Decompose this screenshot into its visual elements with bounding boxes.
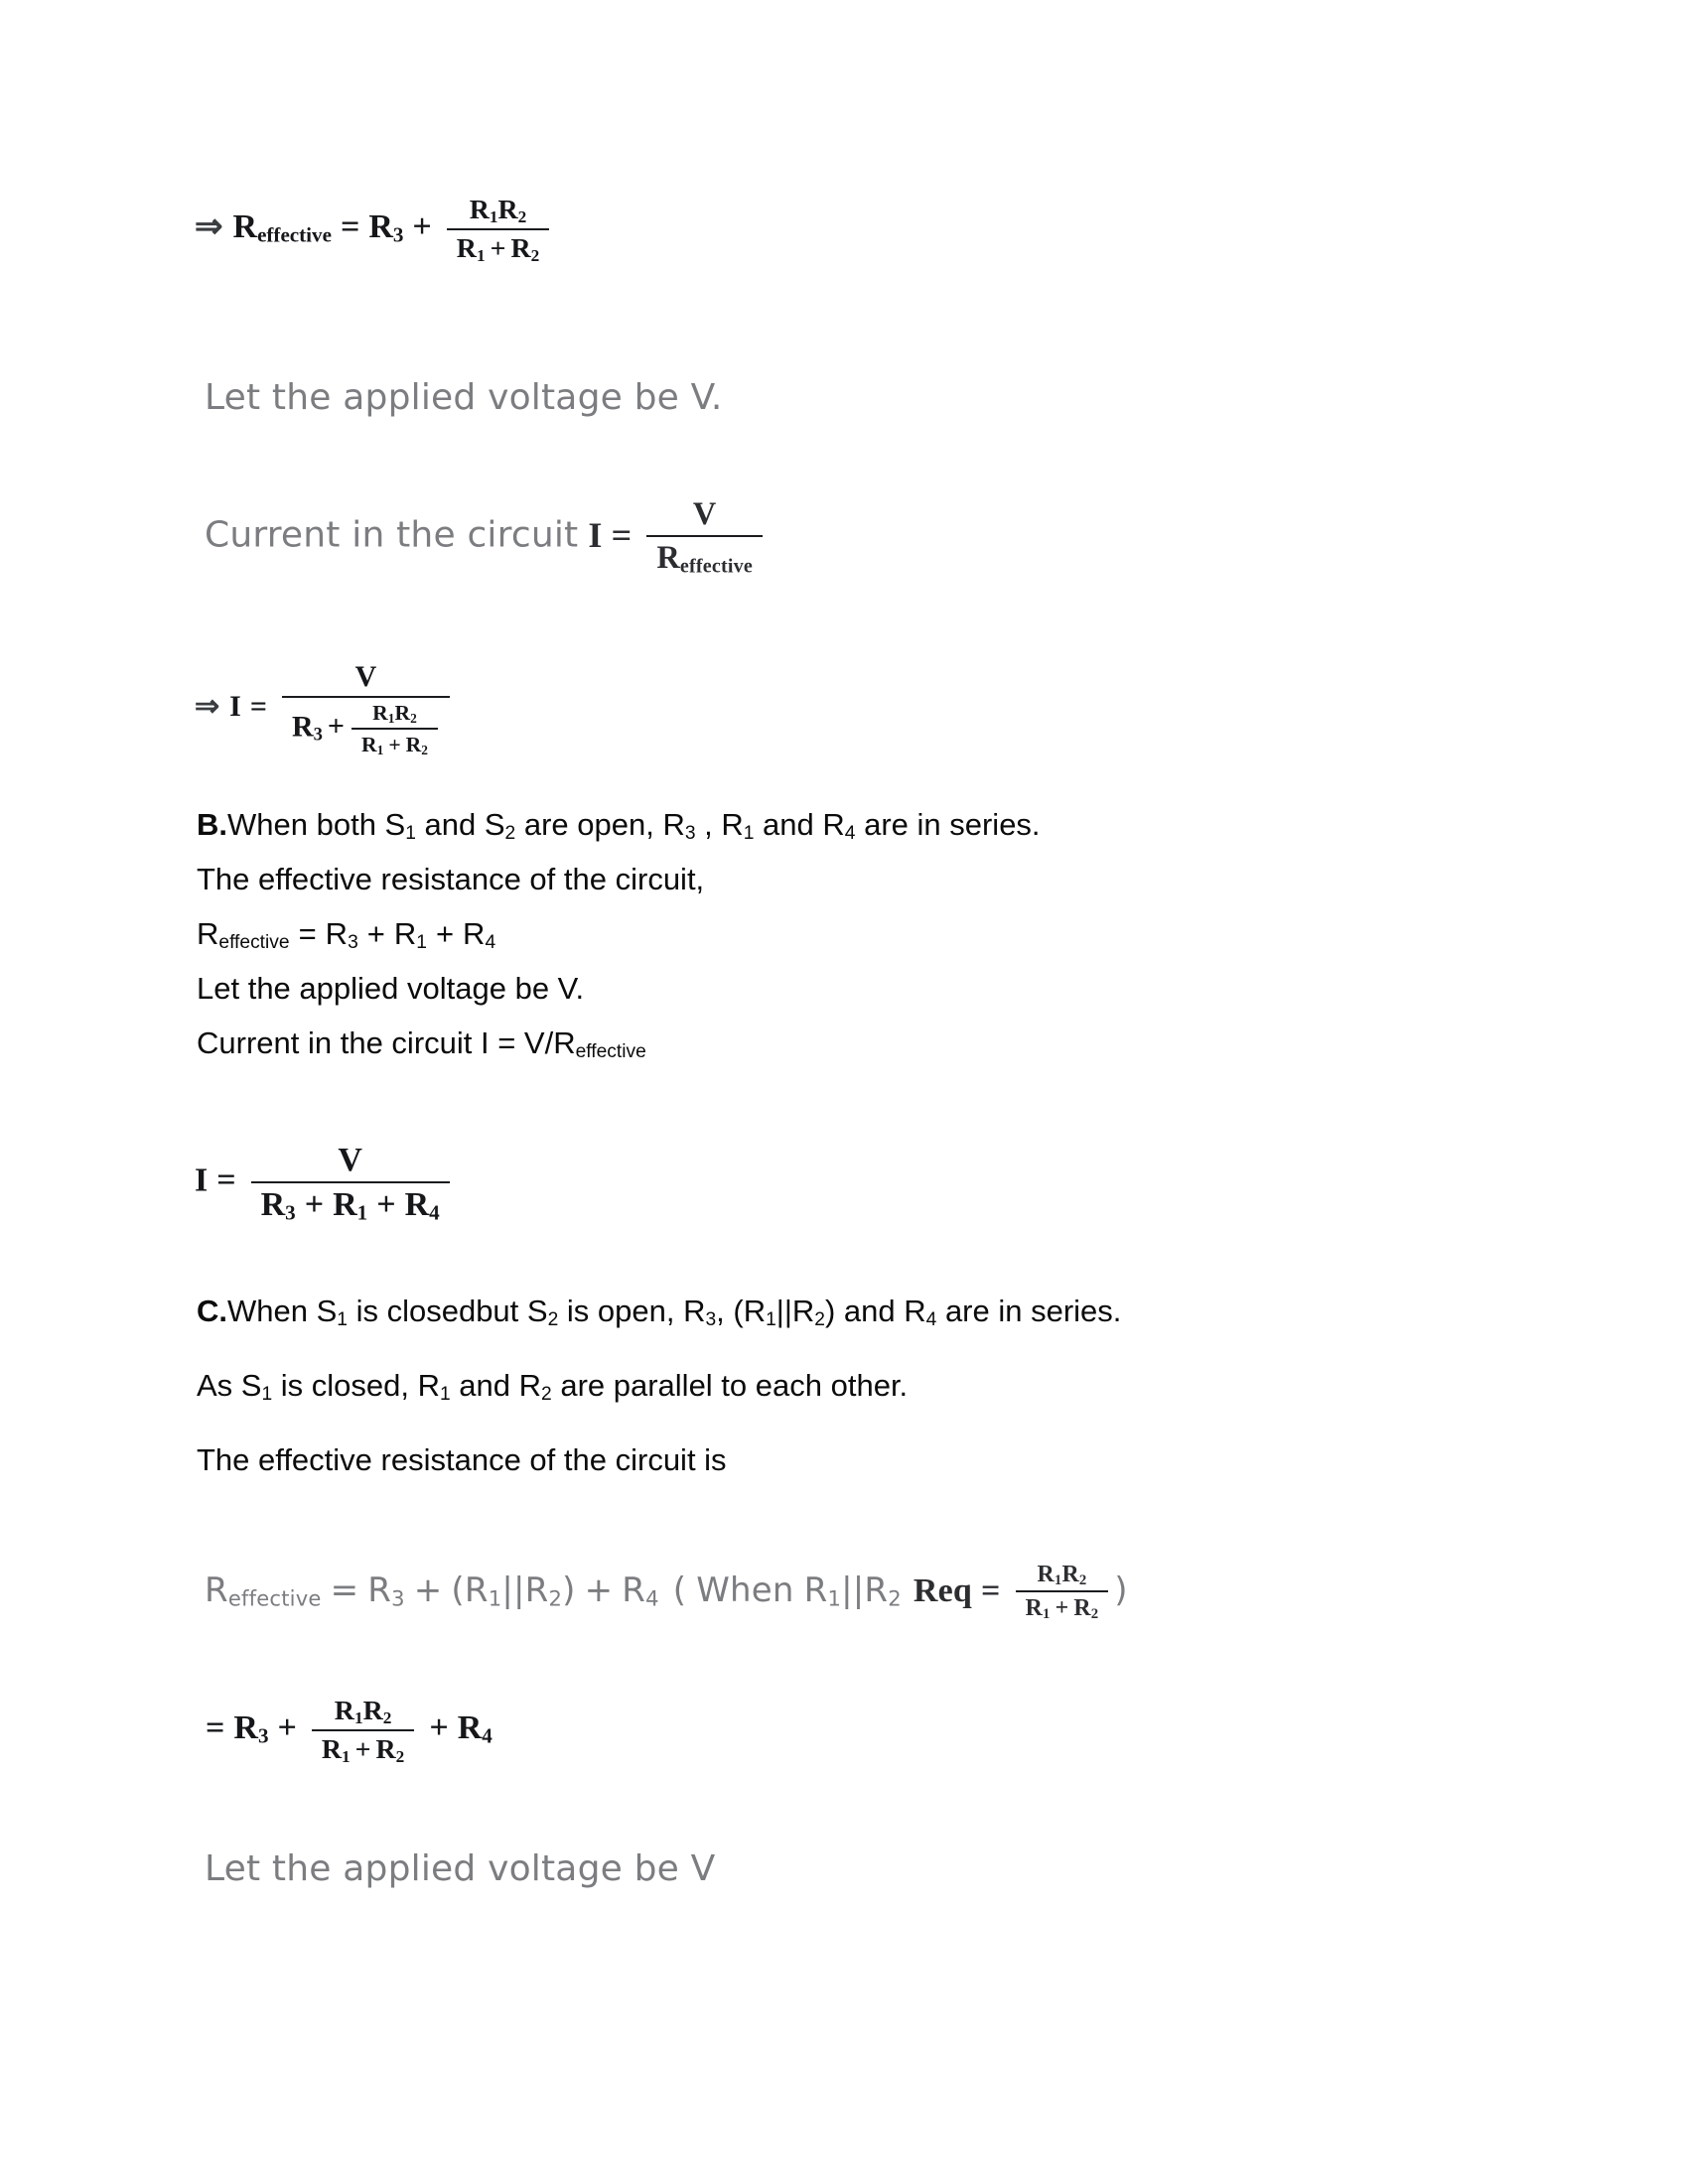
fraction-denominator: $R_{effective}$ [646, 535, 763, 577]
note-open-paren: ( [672, 1570, 687, 1610]
section-c-marker: C. [197, 1294, 227, 1328]
note-close-paren: ) [1114, 1570, 1128, 1610]
parallel-group: $(R_1||R_2)$ [451, 1570, 576, 1611]
fraction-v-over-series-sum [251, 1142, 450, 1224]
effective-subscript: effective [575, 1041, 646, 1063]
current-symbol-i: I [588, 514, 603, 555]
term-r4: $R_4$ [457, 1709, 492, 1748]
reffective-lhs: $R_{effective}$ [205, 1570, 322, 1611]
implies-arrow-icon: ⇒ [195, 689, 220, 723]
fraction-r1r2-over-r1plusr2 [312, 1696, 414, 1766]
r1-subscript: 1 [766, 1309, 776, 1331]
plus-sign-2: + [584, 1570, 614, 1610]
fraction-denominator: $R_3$ + $\frac{R_1R_2}{R_1 + R_2}$ [282, 696, 450, 757]
section-b-statement [197, 807, 1041, 843]
term-r1: R [393, 916, 417, 951]
section-c-effective-resistance-line: The effective resistance of the circuit is [197, 1442, 727, 1477]
equation-current-in-circuit-1 [205, 496, 769, 577]
parallel-text-4: are parallel to each other. [551, 1368, 909, 1403]
current-label: Current in the circuit I = V/R [197, 1025, 576, 1060]
section-c-statement [197, 1294, 1121, 1329]
section-b-text-2: and S [415, 807, 505, 842]
s1-subscript: 1 [261, 1384, 273, 1406]
equals-sign: = [611, 514, 633, 555]
note-req-label: Req [913, 1572, 973, 1609]
note-fraction-numerator: $R_1R_2$ [1037, 1562, 1087, 1589]
fraction-numerator: $R_1R_2$ [469, 195, 527, 226]
parallel-text-2: is closed, R [272, 1368, 440, 1403]
section-b-current-fraction [195, 1142, 456, 1224]
s1-subscript: 1 [337, 1309, 348, 1331]
plus-sign-1: + [413, 1570, 443, 1610]
inner-fraction [352, 701, 438, 757]
r4-subscript: 4 [925, 1309, 937, 1331]
section-c-text-5: ||R [775, 1294, 815, 1328]
equals-sign: = [216, 1161, 236, 1199]
section-c-text-6: ) and R [824, 1294, 926, 1328]
section-b-text-4: , R [695, 807, 744, 842]
plus-sign: + [412, 208, 432, 246]
fraction-denominator: $R_1 + R_2$ [312, 1729, 414, 1766]
section-b-marker: B. [197, 807, 227, 842]
fraction-v-over-reffective [646, 496, 763, 577]
note-fraction-denominator: $R_1 + R_2$ [1016, 1590, 1109, 1622]
section-b-effective-resistance-line: The effective resistance of the circuit, [197, 862, 705, 896]
note-parallel-group: $R_1||R_2$ [803, 1570, 902, 1611]
s2-subscript: 2 [504, 823, 516, 845]
r4-subscript: 4 [844, 823, 856, 845]
fraction-numerator: V [354, 660, 377, 693]
outer-fraction [282, 660, 450, 757]
s1-subscript: 1 [405, 823, 416, 845]
equation-i-nested-fraction [195, 660, 456, 757]
parallel-text-3: and R [450, 1368, 542, 1403]
equals-sign: = [340, 208, 360, 246]
section-b-current-line [197, 1025, 646, 1061]
section-b-text-1: When both S [227, 807, 406, 842]
note-equals-sign: = [981, 1572, 1001, 1609]
r2-subscript: 2 [541, 1384, 552, 1406]
fraction-denominator: $R_3 + R_1 + R_4$ [251, 1181, 450, 1224]
section-b-let-voltage-line: Let the applied voltage be V. [197, 971, 585, 1006]
current-label: Current in the circuit [205, 514, 579, 556]
term-r4: R [463, 916, 486, 951]
equals-sign: = [249, 689, 267, 723]
fraction-numerator: V [338, 1142, 362, 1178]
line-let-applied-voltage-1: Let the applied voltage be V. [205, 377, 723, 418]
s2-subscript: 2 [547, 1309, 559, 1331]
section-b-text-3: are open, R [515, 807, 685, 842]
r1-subscript: 1 [743, 823, 755, 845]
term-r3: $R_3$ [233, 1709, 269, 1748]
inner-denominator: $R_1 + R_2$ [352, 728, 438, 757]
reffective-lhs: $R_{effective}$ [232, 208, 332, 247]
r3-subscript: 3 [705, 1309, 717, 1331]
section-b-text-6: are in series. [855, 807, 1041, 842]
current-symbol-i: I [195, 1161, 209, 1199]
fraction-denominator: $R_1 + R_2$ [447, 228, 549, 265]
plus-sign-1: + [366, 916, 385, 951]
term-r3: R [325, 916, 349, 951]
term-r3: $R_3$ [367, 1570, 405, 1611]
section-c-parallel-line [197, 1368, 908, 1404]
note-when: When [696, 1570, 794, 1610]
plus-sign-1: + [277, 1709, 297, 1747]
equals-sign: = [330, 1570, 359, 1610]
equation-reffective-parallel [195, 195, 555, 265]
section-c-text-1: When S [227, 1294, 338, 1328]
section-c-text-4: , (R [716, 1294, 767, 1328]
equals-sign: = [206, 1709, 225, 1747]
section-c-text-7: are in series. [936, 1294, 1122, 1328]
section-c-simplified-equation [197, 1696, 492, 1766]
parallel-text-1: As S [197, 1368, 262, 1403]
reffective-subscript: effective [218, 932, 290, 954]
r1-subscript: 1 [440, 1384, 451, 1406]
r2-subscript: 2 [814, 1309, 825, 1331]
section-c-reffective-equation [205, 1562, 1128, 1622]
plus-sign-2: + [435, 916, 455, 951]
r3-subscript: 3 [684, 823, 696, 845]
equals-sign: = [298, 916, 317, 951]
plus-sign-2: + [429, 1709, 449, 1747]
reffective-base: R [197, 916, 219, 951]
term-r3: $R_3$ [368, 208, 404, 247]
section-c-text-2: is closedbut S [347, 1294, 548, 1328]
inner-numerator: $R_1R_2$ [372, 701, 417, 726]
term-r4: $R_4$ [622, 1570, 659, 1611]
section-c-text-3: is open, R [558, 1294, 706, 1328]
fraction-numerator: V [692, 496, 717, 532]
section-b-reffective-equation: $R_{effective} = R_3 + R_1 + R_4$ [197, 916, 496, 954]
implies-arrow-icon: ⇒ [195, 208, 223, 246]
line-let-applied-voltage-2: Let the applied voltage be V [205, 1848, 716, 1889]
current-symbol-i: I [229, 689, 241, 723]
fraction-r1r2-over-r1plusr2 [447, 195, 549, 265]
note-fraction [1016, 1562, 1109, 1622]
fraction-numerator: $R_1R_2$ [334, 1696, 392, 1727]
section-b-text-5: and R [754, 807, 845, 842]
